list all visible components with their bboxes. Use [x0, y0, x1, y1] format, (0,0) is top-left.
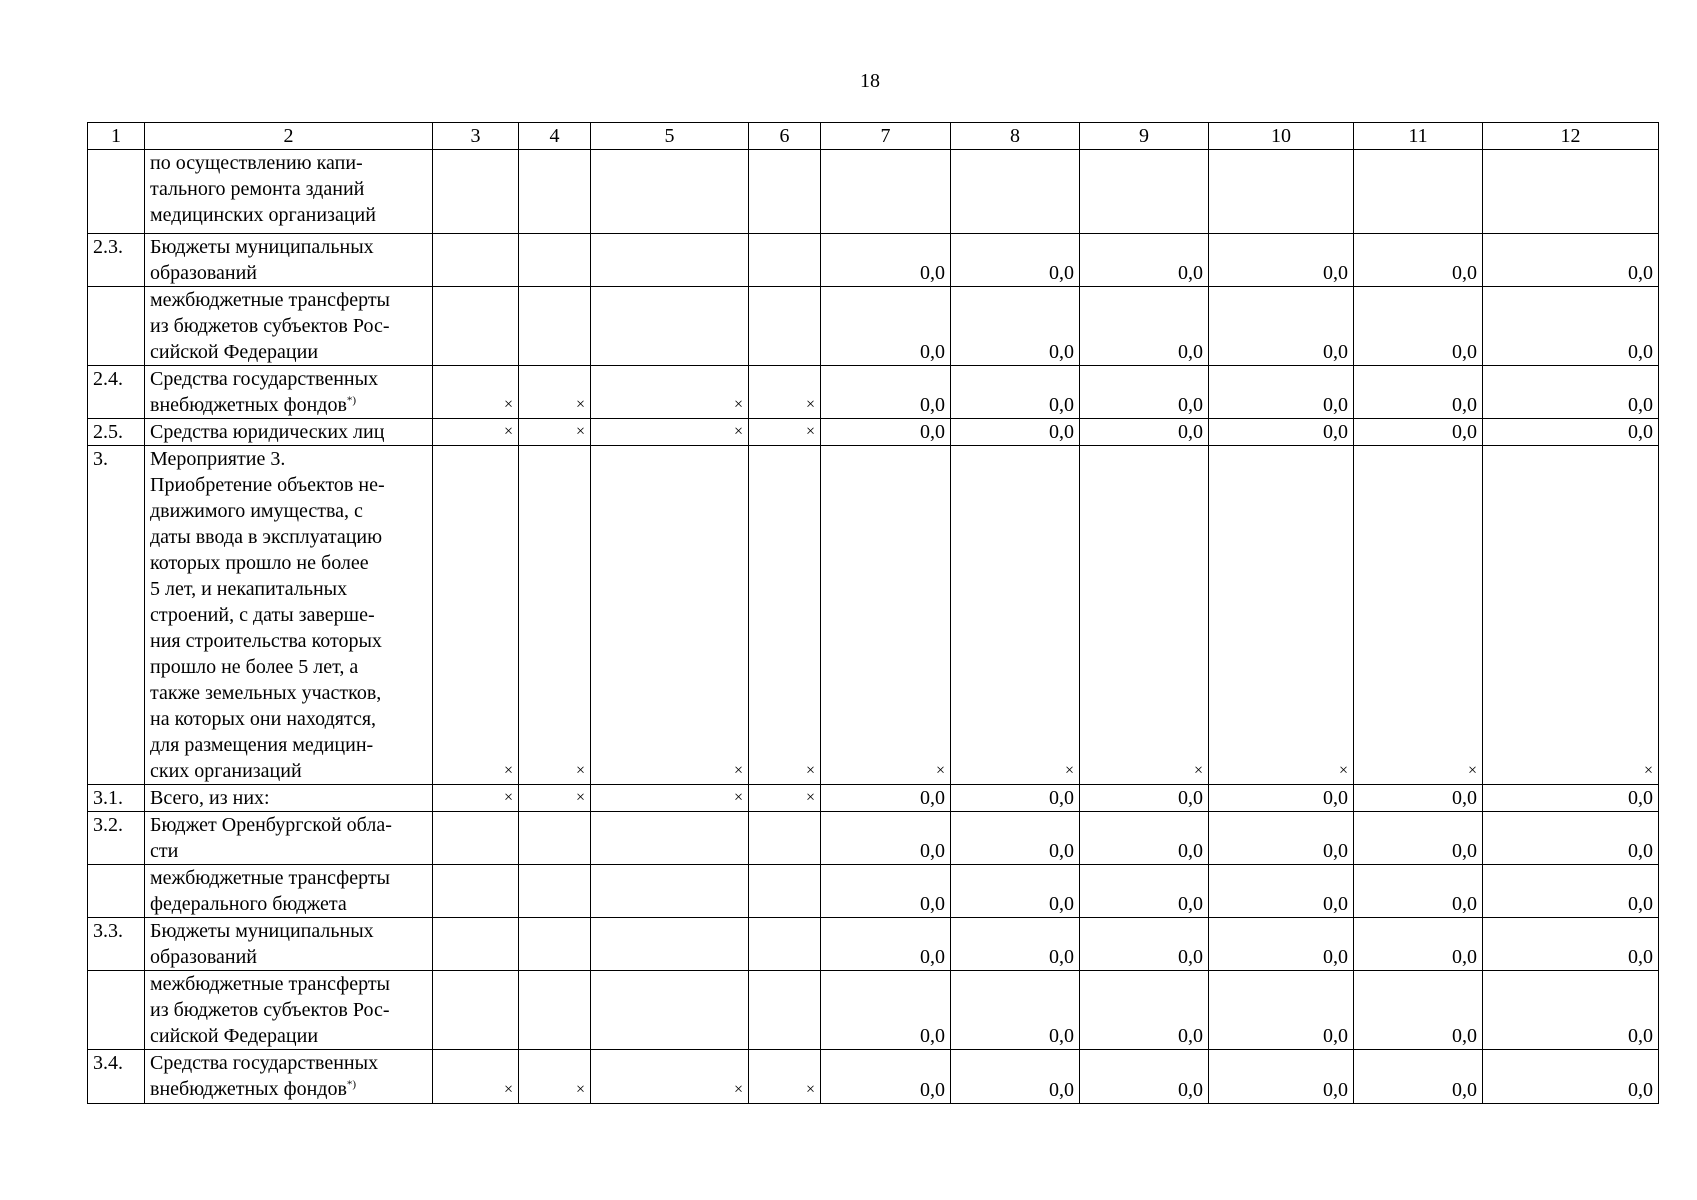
footnote-marker: *) [346, 394, 357, 407]
cell-col-10: 0,0 [1209, 785, 1354, 812]
column-header-9: 9 [1080, 123, 1209, 150]
column-header-7: 7 [821, 123, 951, 150]
cell-col-7: 0,0 [821, 419, 951, 446]
row-description [145, 918, 433, 971]
cell-col-10: 0,0 [1209, 918, 1354, 971]
column-header-12: 12 [1483, 123, 1659, 150]
row-description [145, 234, 433, 287]
cell-col-3 [433, 812, 519, 865]
cell-col-5: × [591, 1050, 749, 1104]
cell-col-5: × [591, 366, 749, 419]
cell-col-6 [749, 150, 821, 234]
cell-col-4: × [519, 419, 591, 446]
cell-col-9: 0,0 [1080, 971, 1209, 1050]
cell-col-8: 0,0 [951, 419, 1080, 446]
row-description [145, 865, 433, 918]
column-header-11: 11 [1354, 123, 1483, 150]
cell-col-6 [749, 287, 821, 366]
cell-col-7: 0,0 [821, 918, 951, 971]
row-number [88, 865, 145, 918]
cell-col-6: × [749, 366, 821, 419]
cell-col-6: × [749, 446, 821, 785]
cell-col-9: × [1080, 446, 1209, 785]
cell-col-9: 0,0 [1080, 865, 1209, 918]
cell-col-8: 0,0 [951, 287, 1080, 366]
cell-col-7: 0,0 [821, 785, 951, 812]
cell-col-10: × [1209, 446, 1354, 785]
row-label: Бюджеты муниципальных образований [150, 236, 374, 284]
cell-col-6 [749, 971, 821, 1050]
row-number [88, 150, 145, 234]
table-row [88, 446, 1659, 785]
cell-col-5 [591, 287, 749, 366]
cell-col-12: 0,0 [1483, 812, 1659, 865]
row-description [145, 446, 433, 785]
cell-col-12: 0,0 [1483, 785, 1659, 812]
cell-col-5 [591, 918, 749, 971]
table-row [88, 366, 1659, 419]
table-row [88, 865, 1659, 918]
cell-col-9: 0,0 [1080, 287, 1209, 366]
cell-col-7: 0,0 [821, 1050, 951, 1104]
cell-col-4 [519, 918, 591, 971]
column-number-header-row [88, 123, 1659, 150]
table-row [88, 971, 1659, 1050]
cell-col-11: × [1354, 446, 1483, 785]
row-number: 2.5. [88, 419, 145, 446]
cell-col-3: × [433, 419, 519, 446]
cell-col-12: 0,0 [1483, 971, 1659, 1050]
column-header-1: 1 [88, 123, 145, 150]
cell-col-7: 0,0 [821, 287, 951, 366]
cell-col-6 [749, 918, 821, 971]
cell-col-4: × [519, 366, 591, 419]
cell-col-8: 0,0 [951, 971, 1080, 1050]
column-header-3: 3 [433, 123, 519, 150]
cell-col-8: 0,0 [951, 812, 1080, 865]
table-row [88, 287, 1659, 366]
cell-col-9: 0,0 [1080, 812, 1209, 865]
column-header-10: 10 [1209, 123, 1354, 150]
cell-col-12: 0,0 [1483, 366, 1659, 419]
cell-col-11: 0,0 [1354, 1050, 1483, 1104]
column-header-6: 6 [749, 123, 821, 150]
cell-col-3 [433, 150, 519, 234]
cell-col-3: × [433, 1050, 519, 1104]
row-number: 3. [88, 446, 145, 785]
cell-col-6 [749, 234, 821, 287]
row-description [145, 287, 433, 366]
cell-col-8: 0,0 [951, 785, 1080, 812]
table-row [88, 419, 1659, 446]
cell-col-12: × [1483, 446, 1659, 785]
cell-col-11: 0,0 [1354, 865, 1483, 918]
cell-col-11: 0,0 [1354, 971, 1483, 1050]
column-header-2: 2 [145, 123, 433, 150]
cell-col-4 [519, 865, 591, 918]
row-number: 3.1. [88, 785, 145, 812]
row-label: межбюджетные трансферты из бюджетов субъектов Рос- сийской Федерации [150, 973, 390, 1047]
cell-col-7: 0,0 [821, 366, 951, 419]
cell-col-9: 0,0 [1080, 1050, 1209, 1104]
cell-col-7 [821, 150, 951, 234]
table-row [88, 785, 1659, 812]
cell-col-4 [519, 150, 591, 234]
cell-col-4: × [519, 1050, 591, 1104]
cell-col-8 [951, 150, 1080, 234]
cell-col-3 [433, 234, 519, 287]
cell-col-8: 0,0 [951, 865, 1080, 918]
cell-col-5: × [591, 446, 749, 785]
cell-col-3: × [433, 446, 519, 785]
cell-col-9: 0,0 [1080, 366, 1209, 419]
cell-col-8: 0,0 [951, 366, 1080, 419]
cell-col-12: 0,0 [1483, 287, 1659, 366]
cell-col-6: × [749, 1050, 821, 1104]
cell-col-3 [433, 287, 519, 366]
row-number: 3.3. [88, 918, 145, 971]
cell-col-4: × [519, 446, 591, 785]
cell-col-7: 0,0 [821, 234, 951, 287]
row-label: межбюджетные трансферты федерального бюджета [150, 867, 390, 915]
cell-col-10: 0,0 [1209, 366, 1354, 419]
cell-col-3 [433, 918, 519, 971]
cell-col-12 [1483, 150, 1659, 234]
row-description [145, 1050, 433, 1104]
table-row [88, 812, 1659, 865]
row-label: Бюджеты муниципальных образований [150, 920, 374, 968]
cell-col-12: 0,0 [1483, 865, 1659, 918]
cell-col-11: 0,0 [1354, 918, 1483, 971]
row-description [145, 971, 433, 1050]
cell-col-12: 0,0 [1483, 419, 1659, 446]
cell-col-4 [519, 971, 591, 1050]
row-number: 2.4. [88, 366, 145, 419]
column-header-5: 5 [591, 123, 749, 150]
cell-col-9: 0,0 [1080, 234, 1209, 287]
row-description [145, 419, 433, 446]
cell-col-7: 0,0 [821, 971, 951, 1050]
cell-col-10: 0,0 [1209, 1050, 1354, 1104]
cell-col-12: 0,0 [1483, 1050, 1659, 1104]
cell-col-4 [519, 234, 591, 287]
cell-col-8: 0,0 [951, 918, 1080, 971]
row-label: Бюджет Оренбургской обла- сти [150, 814, 392, 862]
cell-col-11: 0,0 [1354, 785, 1483, 812]
cell-col-10: 0,0 [1209, 812, 1354, 865]
cell-col-10: 0,0 [1209, 287, 1354, 366]
cell-col-4 [519, 812, 591, 865]
row-description [145, 785, 433, 812]
row-label: межбюджетные трансферты из бюджетов субъектов Рос- сийской Федерации [150, 289, 390, 363]
cell-col-10 [1209, 150, 1354, 234]
cell-col-5 [591, 150, 749, 234]
cell-col-11 [1354, 150, 1483, 234]
cell-col-5 [591, 865, 749, 918]
cell-col-5: × [591, 419, 749, 446]
cell-col-6 [749, 865, 821, 918]
table-body [88, 123, 1659, 1104]
cell-col-6 [749, 812, 821, 865]
row-description [145, 812, 433, 865]
row-number [88, 971, 145, 1050]
footnote-marker: *) [346, 1078, 357, 1091]
cell-col-10: 0,0 [1209, 865, 1354, 918]
row-number: 2.3. [88, 234, 145, 287]
cell-col-10: 0,0 [1209, 971, 1354, 1050]
row-label: Средства юридических лиц [150, 421, 385, 443]
cell-col-5 [591, 234, 749, 287]
table-row [88, 150, 1659, 234]
column-header-8: 8 [951, 123, 1080, 150]
cell-col-7: 0,0 [821, 812, 951, 865]
cell-col-11: 0,0 [1354, 419, 1483, 446]
row-label: Средства государственных внебюджетных фондов [150, 368, 379, 416]
budget-table [87, 122, 1659, 1104]
table-row [88, 1050, 1659, 1104]
row-number: 3.2. [88, 812, 145, 865]
row-label: Средства государственных внебюджетных фондов [150, 1052, 379, 1100]
cell-col-5 [591, 971, 749, 1050]
column-header-4: 4 [519, 123, 591, 150]
row-label: по осуществлению капи- тального ремонта зданий медицинских организаций [150, 152, 376, 226]
cell-col-11: 0,0 [1354, 234, 1483, 287]
cell-col-3: × [433, 366, 519, 419]
cell-col-9: 0,0 [1080, 785, 1209, 812]
cell-col-9 [1080, 150, 1209, 234]
cell-col-3 [433, 971, 519, 1050]
cell-col-9: 0,0 [1080, 419, 1209, 446]
cell-col-3 [433, 865, 519, 918]
cell-col-11: 0,0 [1354, 287, 1483, 366]
row-number [88, 287, 145, 366]
row-description [145, 150, 433, 234]
page-number: 18 [860, 70, 880, 92]
cell-col-5: × [591, 785, 749, 812]
row-number: 3.4. [88, 1050, 145, 1104]
cell-col-10: 0,0 [1209, 419, 1354, 446]
table-row [88, 918, 1659, 971]
table-row [88, 234, 1659, 287]
cell-col-11: 0,0 [1354, 812, 1483, 865]
row-label: Мероприятие 3. Приобретение объектов не- движимого имущества, с даты ввода в эксплуатацию которых прошло не более 5 лет, и некапитальных строений, с даты заверше- ния строительства которых прошло не более 5 лет, а также земельных участков, на которых они находятся, для размещения медицин- ских организаций [150, 448, 385, 782]
cell-col-7: 0,0 [821, 865, 951, 918]
cell-col-11: 0,0 [1354, 366, 1483, 419]
cell-col-8: × [951, 446, 1080, 785]
cell-col-9: 0,0 [1080, 918, 1209, 971]
cell-col-10: 0,0 [1209, 234, 1354, 287]
cell-col-8: 0,0 [951, 1050, 1080, 1104]
cell-col-3: × [433, 785, 519, 812]
cell-col-6: × [749, 785, 821, 812]
cell-col-5 [591, 812, 749, 865]
cell-col-7: × [821, 446, 951, 785]
row-label: Всего, из них: [150, 787, 270, 809]
cell-col-12: 0,0 [1483, 234, 1659, 287]
cell-col-12: 0,0 [1483, 918, 1659, 971]
row-description [145, 366, 433, 419]
cell-col-6: × [749, 419, 821, 446]
cell-col-4: × [519, 785, 591, 812]
cell-col-8: 0,0 [951, 234, 1080, 287]
cell-col-4 [519, 287, 591, 366]
